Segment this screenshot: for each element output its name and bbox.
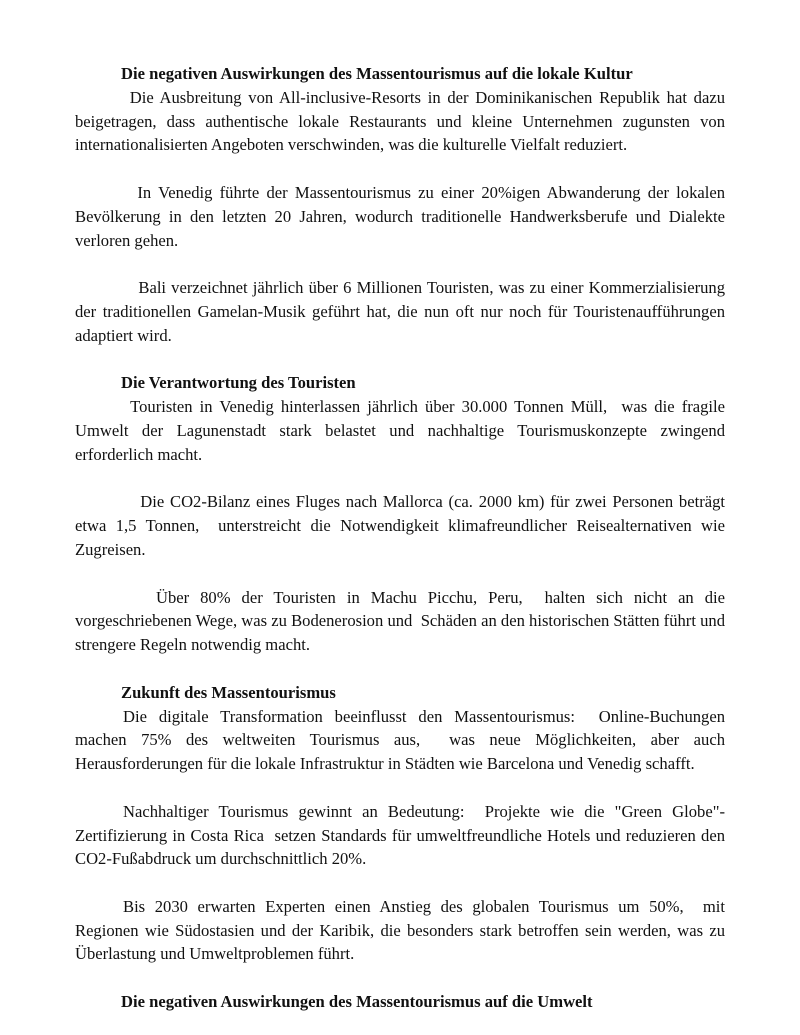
paragraph: Die digitale Transformation beeinflusst den Massentourismus: Online-Buchungen machen 75% des weltweiten Tourismus aus, was neue Möglichkeiten, aber auch Herausforderungen für die lokale Infrastruktur in Städten wie Barcelona und Venedig schafft. (75, 706, 730, 774)
section-zukunft (75, 681, 730, 967)
section-lokale-kultur (75, 62, 734, 348)
paragraph: Bis 2030 erwarten Experten einen Anstieg des globalen Tourismus um 50%, mit Regionen wie Südostasien und der Karibik, die besonders stark betroffen sein werden, was zu Überlastung und Umweltproblemen führt. (75, 896, 730, 964)
paragraph: In Venedig führte der Massentourismus zu einer 20%igen Abwanderung der lokalen Bevölkerung in den letzten 20 Jahren, wodurch traditionelle Handwerksberufe und Dialekte verloren gehen. (75, 182, 730, 250)
section-heading: Die negativen Auswirkungen des Massentourismus auf die lokale Kultur (121, 64, 633, 83)
section-heading: Zukunft des Massentourismus (121, 682, 336, 702)
paragraph: Über 80% der Touristen in Machu Picchu, Peru, halten sich nicht an die vorgeschriebenen Wege, was zu Bodenerosion und Schäden an den historischen Stätten führt und strengere Regeln notwendig macht. (75, 587, 734, 655)
document-body (75, 62, 734, 1014)
paragraph: Bali verzeichnet jährlich über 6 Millionen Touristen, was zu einer Kommerzialisierung der traditionellen Gamelan-Musik geführt hat, die nun oft nur noch für Touristenaufführungen adaptiert wird. (75, 278, 730, 345)
section-heading: Die Verantwortung des Touristen (121, 373, 356, 393)
section-umwelt (75, 990, 725, 1014)
section-verantwortung (75, 371, 734, 657)
paragraph: Die CO2-Bilanz eines Fluges nach Mallorca (ca. 2000 km) für zwei Personen beträgt etwa 1,5 Tonnen, unterstreicht die Notwendigkeit klimafreundlicher Reisealternativen wie Zugreisen. (75, 492, 730, 559)
paragraph: Touristen in Venedig hinterlassen jährlich über 30.000 Tonnen Müll, was die fragile Umwelt der Lagunenstadt stark belastet und nachhaltige Tourismuskonzepte zwingend erforderlich macht. (75, 397, 730, 464)
paragraph: Die Ausbreitung von All-inclusive-Resorts in der Dominikanischen Republik hat dazu beigetragen, dass authentische lokale Restaurants und kleine Unternehmen zugunsten von internationalisierten Angeboten verschwinden, was die kulturelle Vielfalt reduziert. (75, 87, 734, 155)
section-heading: Die negativen Auswirkungen des Massentourismus auf die Umwelt (121, 992, 593, 1012)
paragraph: Nachhaltiger Tourismus gewinnt an Bedeutung: Projekte wie die "Green Globe"-Zertifizierung in Costa Rica setzen Standards für umweltfreundliche Hotels und reduzieren den CO2-Fußabdruck um durchschnittlich 20%. (75, 801, 730, 869)
